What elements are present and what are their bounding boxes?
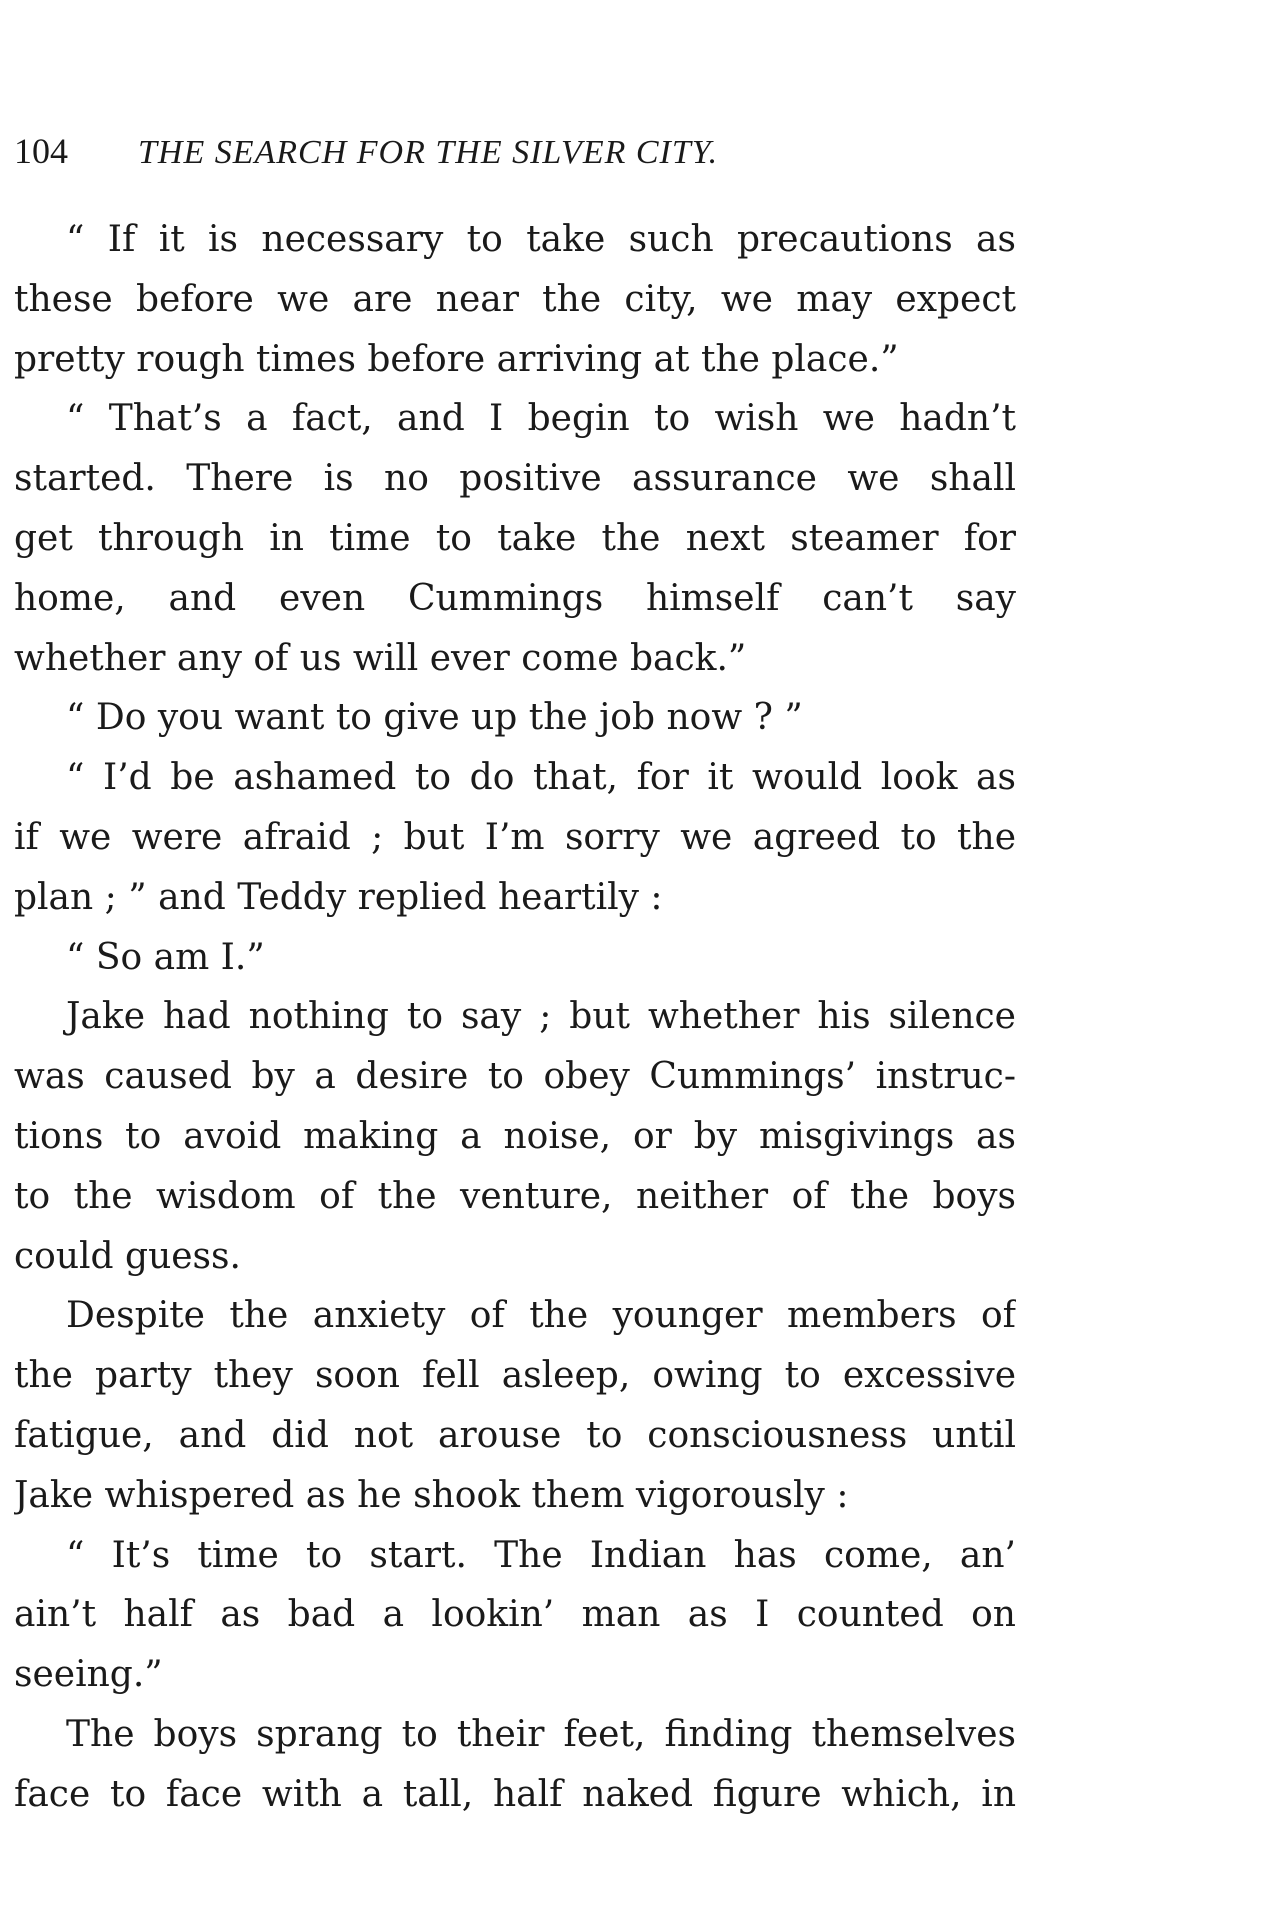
text-line: “ If it is necessary to take such precautions as: [66, 219, 1016, 260]
text-line: Despite the anxiety of the younger members of: [66, 1295, 1016, 1337]
text-line: if we were afraid ; but I’m sorry we agreed to the: [14, 816, 1016, 858]
text-line: the party they soon fell asleep, owing to excessive: [14, 1355, 1016, 1397]
running-title: THE SEARCH FOR THE SILVER CITY.: [138, 134, 719, 171]
text-line: Jake whispered as he shook them vigorously :: [14, 1474, 849, 1516]
text-line: plan ; ” and Teddy replied heartily :: [14, 876, 663, 918]
text-line: “ That’s a fact, and I begin to wish we hadn’t: [66, 398, 1016, 440]
text-line: ain’t half as bad a lookin’ man as I counted on: [14, 1594, 1016, 1636]
text-line: these before we are near the city, we may expect: [14, 278, 1016, 320]
text-line: whether any of us will ever come back.”: [14, 637, 747, 679]
text-line: “ Do you want to give up the job now ? ”: [66, 697, 803, 739]
text-line: face to face with a tall, half naked figure which, in: [14, 1773, 1016, 1815]
text-line: tions to avoid making a noise, or by misgivings as: [14, 1115, 1016, 1157]
text-line: The boys sprang to their feet, finding themselves: [66, 1713, 1016, 1755]
text-line: “ It’s time to start. The Indian has come, an’: [66, 1534, 1016, 1576]
text-line: pretty rough times before arriving at the place.”: [14, 338, 899, 380]
text-line: seeing.”: [14, 1654, 163, 1696]
text-line: home, and even Cummings himself can’t say: [14, 577, 1016, 619]
page-header: [14, 130, 1024, 180]
body-text: [14, 210, 1016, 1825]
text-line: could guess.: [14, 1235, 241, 1277]
text-line: “ So am I.”: [66, 936, 265, 978]
text-line: was caused by a desire to obey Cummings’ instruc-: [14, 1056, 1016, 1098]
text-line: to the wisdom of the venture, neither of the boys: [14, 1175, 1016, 1217]
text-line: fatigue, and did not arouse to consciousness until: [14, 1414, 1016, 1456]
text-line: Jake had nothing to say ; but whether his silence: [66, 996, 1016, 1038]
text-line: started. There is no positive assurance we shall: [14, 458, 1016, 500]
page-number: 104: [14, 131, 68, 171]
text-line: “ I’d be ashamed to do that, for it would look as: [66, 757, 1016, 799]
text-line: get through in time to take the next steamer for: [14, 517, 1016, 559]
